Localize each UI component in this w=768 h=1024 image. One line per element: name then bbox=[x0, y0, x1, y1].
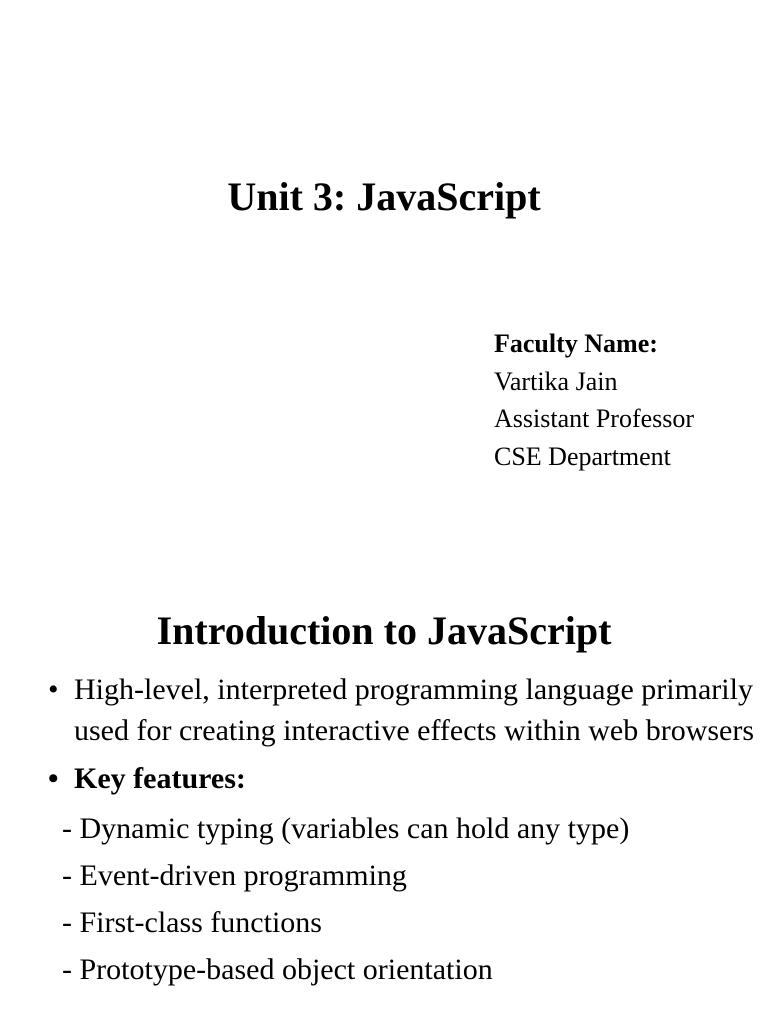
bullet-item bbox=[0, 670, 768, 751]
slide-content bbox=[0, 670, 768, 993]
bullet-marker: • bbox=[48, 762, 59, 795]
sub-point: - Prototype-based object orientation bbox=[62, 953, 493, 986]
bullet-text: Key features: bbox=[74, 762, 246, 795]
faculty-department: CSE Department bbox=[494, 441, 671, 471]
faculty-designation: Assistant Professor bbox=[494, 404, 695, 433]
faculty-name: Vartika Jain bbox=[494, 366, 618, 396]
sub-point: - First-class functions bbox=[62, 906, 322, 939]
sub-point: - Dynamic typing (variables can hold any type) bbox=[62, 812, 630, 845]
bullet-marker: • bbox=[48, 673, 59, 706]
slide-title: Introduction to JavaScript bbox=[156, 608, 612, 653]
intro-slide bbox=[0, 560, 768, 1024]
faculty-info bbox=[494, 325, 694, 475]
slide-title: Unit 3: JavaScript bbox=[227, 174, 541, 219]
faculty-label: Faculty Name: bbox=[494, 329, 658, 358]
bullet-text: High-level, interpreted programming language primarily used for creating interactive effects within web browsers bbox=[74, 673, 755, 747]
sub-point: - Event-driven programming bbox=[62, 859, 407, 892]
bullet-item bbox=[0, 759, 768, 799]
